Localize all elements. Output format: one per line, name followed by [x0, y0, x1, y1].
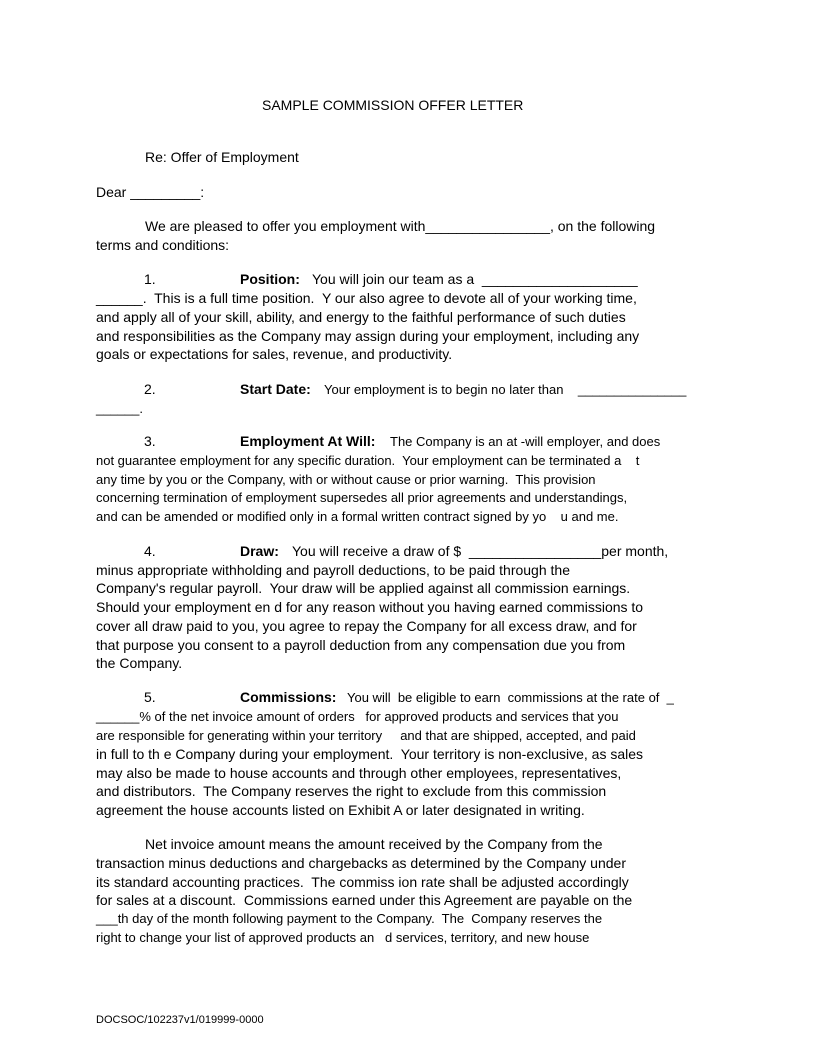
section-number: 3. — [144, 433, 156, 449]
paragraph-line: for sales at a discount. Commissions earned under this Agreement are payable on the — [96, 892, 633, 908]
salutation: Dear _________: — [96, 184, 205, 200]
paragraph-line: ___th day of the month following payment to the Company. The Company reserves the — [96, 911, 603, 926]
section-line: may also be made to house accounts and through other employees, representatives, — [96, 765, 622, 781]
section-number: 4. — [144, 543, 156, 559]
section-line: not guarantee employment for any specific duration. Your employment can be terminated a t — [96, 453, 640, 468]
section-number: 1. — [144, 271, 156, 287]
section-first-line: You will receive a draw of $ _________________per month, — [292, 543, 669, 559]
section-line: goals or expectations for sales, revenue, and productivity. — [96, 346, 453, 362]
section-heading: Commissions: — [240, 689, 337, 705]
section-heading: Start Date: — [240, 381, 311, 397]
section-first-line: The Company is an at -will employer, and does — [390, 434, 661, 449]
section-line: and responsibilities as the Company may assign during your employment, including any — [96, 328, 640, 344]
section-line: cover all draw paid to you, you agree to repay the Company for all excess draw, and for — [96, 618, 637, 634]
section-line: minus appropriate withholding and payroll deductions, to be paid through the — [96, 562, 570, 578]
section-line: and can be amended or modified only in a formal written contract signed by yo u and me. — [96, 509, 619, 524]
section-line: concerning termination of employment supersedes all prior agreements and understandings, — [96, 490, 628, 505]
section-line: ______% of the net invoice amount of orders for approved products and services that you — [96, 709, 619, 724]
section-number: 5. — [144, 689, 156, 705]
intro-line: We are pleased to offer you employment with________________, on the following — [145, 218, 656, 234]
section-first-line: You will join our team as a ____________________ — [312, 271, 638, 287]
section-line: are responsible for generating within your territory and that are shipped, accepted, and paid — [96, 728, 636, 743]
paragraph-line: right to change your list of approved products an d services, territory, and new house — [96, 930, 590, 945]
section-first-line: Your employment is to begin no later than _______________ — [324, 382, 687, 397]
section-line: in full to th e Company during your employment. Your territory is non-exclusive, as sales — [96, 746, 644, 762]
section-line: ______. This is a full time position. Y our also agree to devote all of your working time, — [96, 290, 637, 306]
section-line: agreement the house accounts listed on Exhibit A or later designated in writing. — [96, 802, 585, 818]
paragraph-line: Net invoice amount means the amount received by the Company from the — [145, 836, 603, 852]
section-heading: Draw: — [240, 543, 279, 559]
paragraph-line: transaction minus deductions and chargebacks as determined by the Company under — [96, 855, 626, 871]
section-line: Should your employment en d for any reason without you having earned commissions to — [96, 599, 644, 615]
section-heading: Position: — [240, 271, 300, 287]
section-line: ______. — [96, 401, 143, 416]
section-line: Company's regular payroll. Your draw will be applied against all commission earnings. — [96, 580, 631, 596]
section-heading: Employment At Will: — [240, 433, 376, 449]
re-line: Re: Offer of Employment — [145, 149, 299, 165]
section-number: 2. — [144, 381, 156, 397]
page-title: SAMPLE COMMISSION OFFER LETTER — [262, 97, 524, 113]
section-line: that purpose you consent to a payroll deduction from any compensation due you from — [96, 637, 626, 653]
document-footer-id: DOCSOC/102237v1/019999-0000 — [96, 1014, 264, 1026]
section-first-line: You will be eligible to earn commissions at the rate of _ — [347, 690, 674, 705]
section-line: and distributors. The Company reserves the right to exclude from this commission — [96, 783, 607, 799]
section-line: the Company. — [96, 655, 183, 671]
paragraph-line: its standard accounting practices. The commiss ion rate shall be adjusted accordingly — [96, 874, 629, 890]
section-line: and apply all of your skill, ability, and energy to the faithful performance of such duties — [96, 309, 626, 325]
section-line: any time by you or the Company, with or without cause or prior warning. This provision — [96, 472, 596, 487]
intro-line: terms and conditions: — [96, 237, 230, 253]
